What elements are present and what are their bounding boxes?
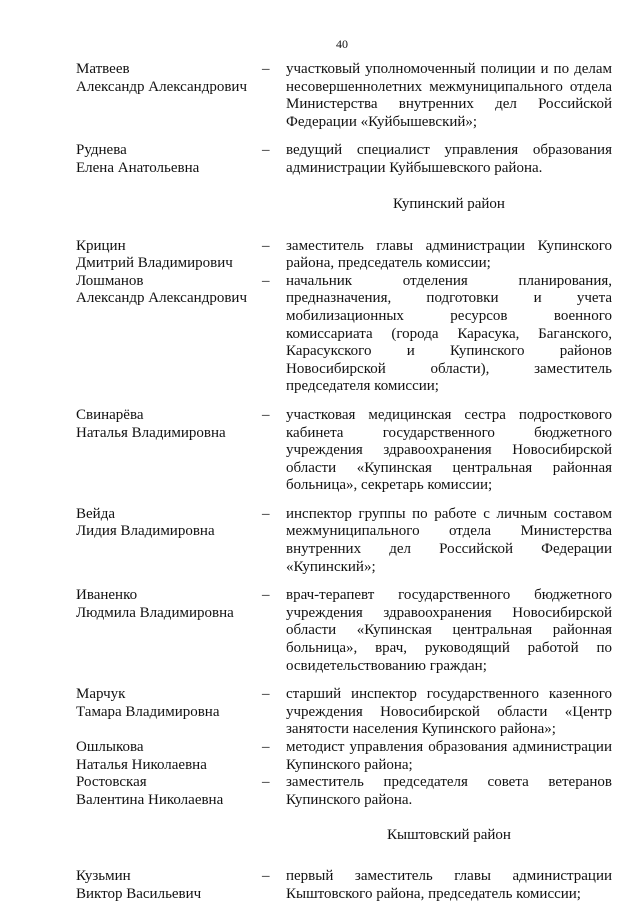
member-surname: Крицин: [76, 237, 126, 254]
member-entry: [76, 407, 612, 495]
section-heading: Купинский район: [393, 195, 505, 212]
member-role: ведущий специалист управления образования администрации Куйбышевского района.: [286, 142, 612, 176]
member-given-names: Людмила Владимировна: [76, 604, 234, 621]
member-role: участковая медицинская сестра подросткового кабинета государственного бюджетного учреждения здравоохранения Новосибирской области «Купинская центральная районная больница», секретарь комиссии;: [286, 406, 612, 494]
member-role: методист управления образования администрации Купинского района;: [286, 739, 612, 773]
dash-separator: –: [262, 739, 270, 755]
member-role: заместитель главы администрации Купинского района, председатель комиссии;: [286, 237, 612, 272]
member-role: начальник отделения планирования, предназначения, подготовки и учета мобилизационных ресурсов военного комиссариата (города Карасука, Баганского, Карасукского и Купинского районов Новосибирской области), заместитель председателя комиссии;: [286, 272, 612, 395]
member-name: [76, 238, 262, 273]
member-surname: Ошлыкова: [76, 739, 144, 755]
member-surname: Вейда: [76, 505, 115, 522]
member-entry: [76, 587, 612, 675]
member-entry: [76, 238, 612, 273]
member-entry: [76, 774, 612, 809]
member-role: инспектор группы по работе с личным составом межмуниципального отдела Министерства внутренних дел Российской Федерации «Купинский»;: [286, 505, 612, 575]
section-heading: Кыштовский район: [387, 827, 511, 844]
member-name: [76, 407, 262, 495]
member-entry: [76, 61, 612, 131]
dash-separator: –: [262, 774, 270, 791]
member-surname: Марчук: [76, 686, 126, 703]
page-number: 40: [336, 37, 348, 51]
member-surname: Кузьмин: [76, 868, 131, 885]
dash-separator: –: [262, 406, 270, 423]
member-name: [76, 774, 262, 809]
member-role: первый заместитель главы администрации Кыштовского района, председатель комиссии;: [286, 868, 612, 902]
member-surname: Иваненко: [76, 587, 138, 604]
member-given-names: Лидия Владимировна: [76, 523, 215, 540]
member-role: заместитель председателя совета ветеранов Купинского района.: [286, 774, 612, 808]
member-given-names: Елена Анатольевна: [76, 159, 200, 176]
member-given-names: Тамара Владимировна: [76, 703, 220, 720]
member-surname: Матвеев: [76, 61, 130, 77]
member-name: [76, 739, 262, 774]
member-given-names: Александр Александрович: [76, 78, 247, 95]
member-given-names: Наталья Владимировна: [76, 424, 226, 441]
member-name: [76, 273, 262, 396]
dash-separator: –: [262, 868, 270, 885]
member-name: [76, 686, 262, 739]
member-name: [76, 868, 262, 903]
member-given-names: Виктор Васильевич: [76, 885, 202, 902]
member-surname: Свинарёва: [76, 406, 144, 423]
member-entry: [76, 868, 612, 903]
member-name: [76, 587, 262, 675]
member-entry: [76, 273, 612, 396]
member-surname: Руднева: [76, 142, 127, 159]
member-name: [76, 506, 262, 576]
commission-list: [76, 61, 612, 904]
member-entry: [76, 506, 612, 576]
dash-separator: –: [262, 686, 270, 703]
member-surname: Ростовская: [76, 774, 147, 791]
dash-separator: –: [262, 587, 270, 604]
member-given-names: Валентина Николаевна: [76, 791, 224, 808]
dash-separator: –: [262, 272, 270, 289]
member-role: участковый уполномоченный полиции и по делам несовершеннолетних межмуниципального отдела Министерства внутренних дел Российской Федерации «Куйбышевский»;: [286, 61, 612, 130]
member-surname: Лошманов: [76, 272, 144, 289]
member-name: [76, 61, 262, 131]
member-given-names: Александр Александрович: [76, 290, 247, 307]
dash-separator: –: [262, 505, 270, 522]
dash-separator: –: [262, 61, 270, 77]
member-given-names: Дмитрий Владимирович: [76, 255, 233, 272]
member-entry: [76, 686, 612, 739]
member-entry: [76, 739, 612, 774]
dash-separator: –: [262, 237, 270, 254]
dash-separator: –: [262, 142, 270, 159]
member-entry: [76, 142, 612, 177]
member-role: старший инспектор государственного казенного учреждения Новосибирской области «Центр занятости населения Купинского района»;: [286, 686, 612, 738]
member-role: врач-терапевт государственного бюджетного учреждения здравоохранения Новосибирской области «Купинская центральная районная больница», врач, руководящий работой по освидетельствованию граждан;: [286, 587, 612, 674]
member-given-names: Наталья Николаевна: [76, 756, 207, 773]
member-name: [76, 142, 262, 177]
